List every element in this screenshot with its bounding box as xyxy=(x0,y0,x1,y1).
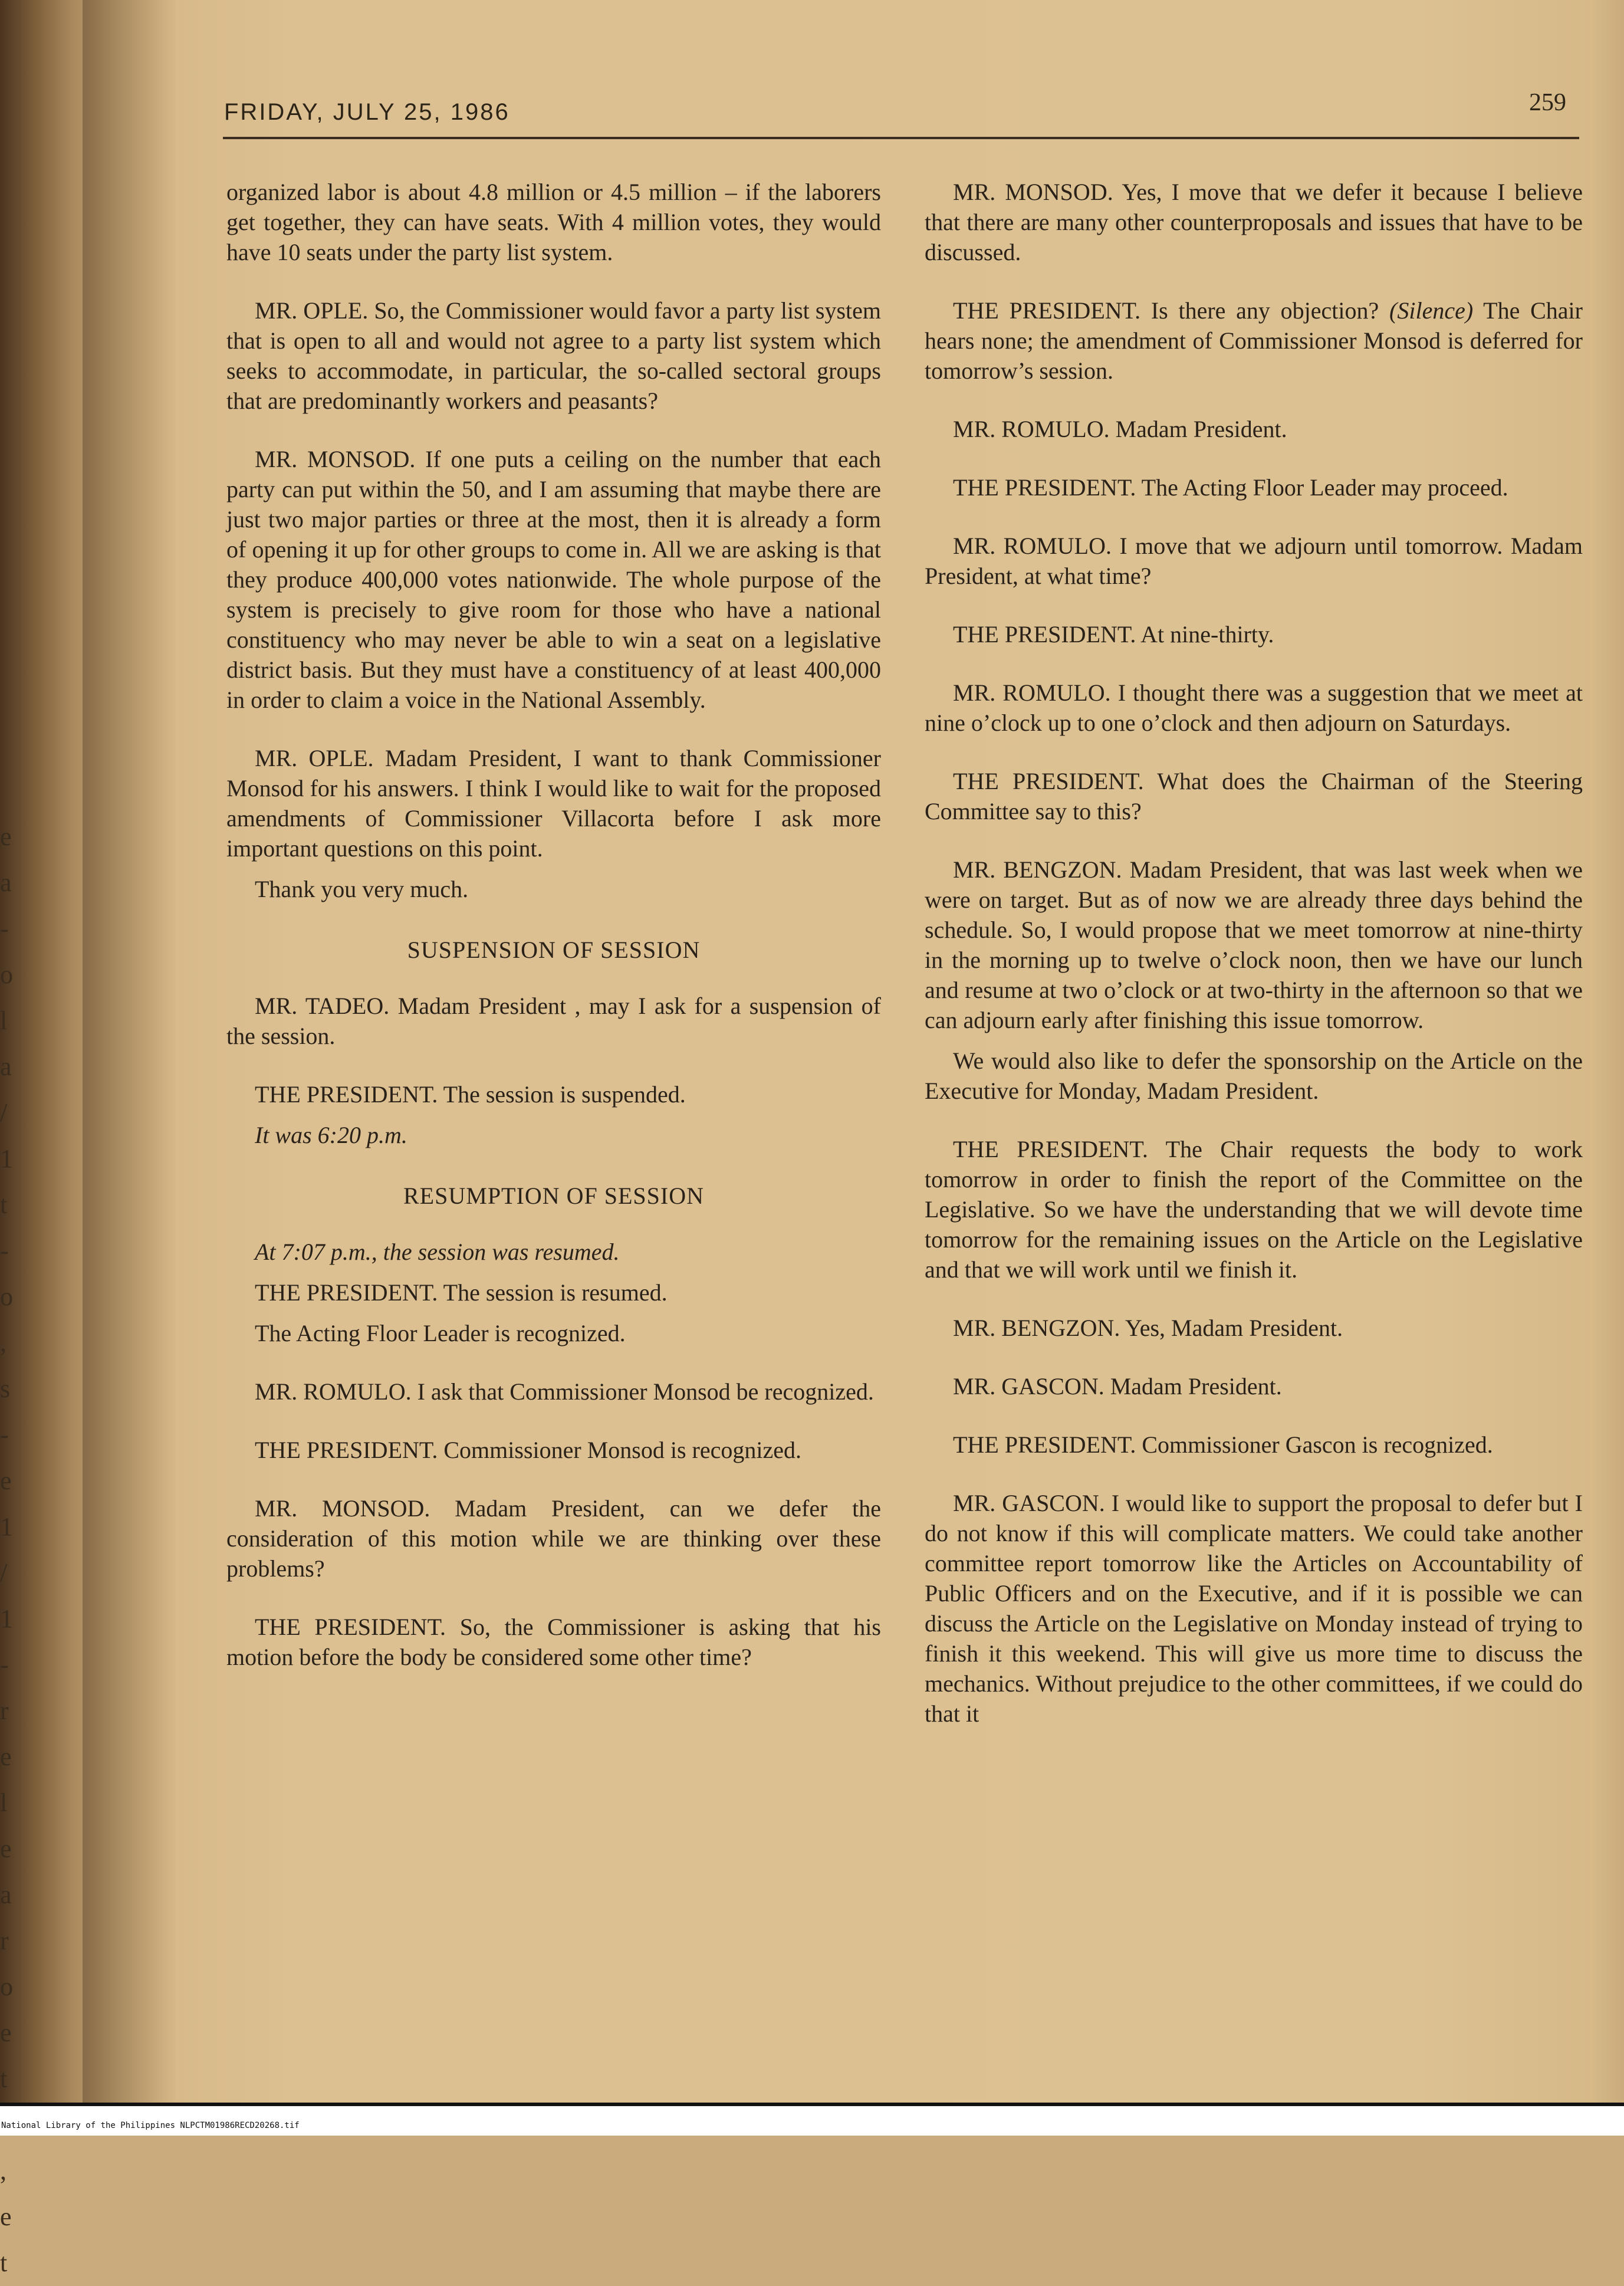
scan-footer-text: National Library of the Philippines NLPCTM01986RECD20268.tif xyxy=(1,2121,300,2130)
edge-letter: e xyxy=(0,2202,12,2231)
edge-letter: l xyxy=(0,1006,8,1035)
edge-letter: l xyxy=(0,1788,8,1817)
edge-letter: o xyxy=(0,1282,13,1311)
section-heading: SUSPENSION OF SESSION xyxy=(407,937,701,963)
paragraph: organized labor is about 4.8 million or 4.5 million – if the laborers get together, they can have seats. With 4 million votes, they would have 10 seats under the party list system. xyxy=(226,179,881,265)
silence-note: (Silence) xyxy=(1389,297,1474,324)
left-column xyxy=(226,177,881,1700)
right-column xyxy=(925,177,1583,1757)
section-heading: RESUMPTION OF SESSION xyxy=(403,1183,704,1209)
session-time-note: At 7:07 p.m., the session was resumed. xyxy=(255,1239,620,1265)
scan-footer-band xyxy=(0,2103,1624,2136)
paragraph: THE PRESIDENT. So, the Commissioner is asking that his motion before the body be considered some other time? xyxy=(226,1614,881,1670)
edge-letter: o xyxy=(0,1972,13,2001)
edge-letter: , xyxy=(0,1328,6,1357)
edge-letter: a xyxy=(0,1880,12,1909)
paragraph: MR. GASCON. Madam President. xyxy=(953,1373,1282,1400)
edge-letter: o xyxy=(0,960,13,989)
edge-letter: 1 xyxy=(0,1604,13,1633)
paragraph: THE PRESIDENT. The Acting Floor Leader may proceed. xyxy=(953,474,1508,501)
facing-page-edge xyxy=(0,814,24,2286)
edge-letter: / xyxy=(0,1558,8,1587)
paragraph: MR. BENGZON. Yes, Madam President. xyxy=(953,1315,1343,1341)
edge-letter: - xyxy=(0,1420,9,1449)
paragraph: THE PRESIDENT. Commissioner Monsod is recognized. xyxy=(255,1437,801,1463)
edge-letter: t xyxy=(0,2064,8,2093)
edge-letter: t xyxy=(0,2248,8,2277)
paragraph: THE PRESIDENT. What does the Chairman of the Steering Committee say to this? xyxy=(925,768,1583,825)
paragraph: MR. ROMULO. I thought there was a suggestion that we meet at nine o’clock up to one o’clock and then adjourn on Saturdays. xyxy=(925,679,1583,736)
paragraph: MR. MONSOD. If one puts a ceiling on the number that each party can put within the 50, and I am assuming that maybe there are just two major parties or three at the most, then it is already a form of opening it up for other groups to come in. All we are asking is that they produce 400,000 votes nationwide. The whole purpose of the system is precisely to give room for those who have a national constituency who may never be able to win a seat on a legislative district basis. But they must have a constituency of at least 400,000 in order to claim a voice in the National Assembly. xyxy=(226,446,881,713)
edge-letter: s xyxy=(0,1374,11,1403)
edge-letter: e xyxy=(0,822,12,851)
paragraph: MR. ROMULO. I ask that Commissioner Monsod be recognized. xyxy=(255,1378,874,1405)
edge-letter: r xyxy=(0,1926,9,1955)
edge-letter: 1 xyxy=(0,1144,13,1173)
paragraph: MR. MONSOD. Madam President, can we defer the consideration of this motion while we are thinking over these problems? xyxy=(226,1495,881,1582)
edge-letter: e xyxy=(0,1834,12,1863)
edge-letter: 1 xyxy=(0,1512,13,1541)
paragraph: We would also like to defer the sponsorship on the Article on the Executive for Monday, Madam President. xyxy=(925,1047,1583,1104)
edge-letter: e xyxy=(0,1466,12,1495)
paragraph: THE PRESIDENT. The session is suspended. xyxy=(255,1081,686,1108)
paragraph xyxy=(925,295,1583,386)
page-header-date: FRIDAY, JULY 25, 1986 xyxy=(224,99,510,125)
paragraph: MR. ROMULO. Madam President. xyxy=(953,416,1287,442)
edge-letter: e xyxy=(0,2018,12,2047)
edge-letter: , xyxy=(0,2156,6,2185)
edge-letter: - xyxy=(0,1236,9,1265)
edge-letter: a xyxy=(0,868,12,897)
edge-letter: / xyxy=(0,1098,8,1127)
paragraph: THE PRESIDENT. The Chair requests the body to work tomorrow in order to finish the report of the Committee on the Legislative. So we have the understanding that we will devote time tomorrow for the remaining issues on the Article on the Legislative and that we will work until we finish it. xyxy=(925,1136,1583,1283)
paragraph: MR. ROMULO. I move that we adjourn until tomorrow. Madam President, at what time? xyxy=(925,533,1583,589)
paragraph: MR. OPLE. Madam President, I want to thank Commissioner Monsod for his answers. I think I would like to wait for the proposed amendments of Commissioner Villacorta before I ask more important questions on this point. xyxy=(226,745,881,862)
paragraph: THE PRESIDENT. Commissioner Gascon is recognized. xyxy=(953,1431,1493,1458)
page-number: 259 xyxy=(1529,89,1566,116)
paragraph: THE PRESIDENT. The session is resumed. xyxy=(255,1279,668,1306)
paragraph: MR. TADEO. Madam President , may I ask for a suspension of the session. xyxy=(226,993,881,1049)
edge-letter: r xyxy=(0,1696,9,1725)
edge-letter: - xyxy=(0,914,9,943)
edge-letter: - xyxy=(0,1650,9,1679)
paragraph: MR. BENGZON. Madam President, that was last week when we were on target. But as of now we are already three days behind the schedule. So, I would propose that we meet tomorrow at nine-thirty in the morning up to twelve o’clock noon, then we have our lunch and resume at two o’clock or at two-thirty in the afternoon so that we can adjourn early after finishing this issue tomorrow. xyxy=(925,856,1583,1033)
paragraph: The Acting Floor Leader is recognized. xyxy=(255,1320,626,1346)
paragraph-text: The Chair hears none; the amendment of Commissioner Monsod is deferred for tomorrow’s session. xyxy=(925,297,1583,384)
paragraph: MR. MONSOD. Yes, I move that we defer it because I believe that there are many other counterproposals and issues that have to be discussed. xyxy=(925,179,1583,265)
paragraph: MR. GASCON. I would like to support the proposal to defer but I do not know if this will complicate matters. We could take another committee report tomorrow like the Articles on Accountability of Public Officers and on the Executive, and if it is possible we can discuss the Article on the Legislative on Monday instead of trying to finish it this weekend. This will give us more time to discuss the mechanics. Without prejudice to the other committees, if we could do that it xyxy=(925,1490,1583,1727)
paragraph: MR. OPLE. So, the Commissioner would favor a party list system that is open to all and would not agree to a party list system which seeks to accommodate, in particular, the so-called sectoral groups that are predominantly workers and peasants? xyxy=(226,297,881,414)
session-time-note: It was 6:20 p.m. xyxy=(255,1122,407,1148)
paragraph: Thank you very much. xyxy=(255,876,469,902)
binding-shadow xyxy=(83,0,177,2103)
paragraph: THE PRESIDENT. At nine-thirty. xyxy=(953,621,1274,648)
edge-letter: t xyxy=(0,1190,8,1219)
edge-letter: a xyxy=(0,1052,12,1081)
header-rule xyxy=(223,137,1579,139)
edge-letter: e xyxy=(0,1742,12,1771)
paragraph-text: THE PRESIDENT. Is there any objection? xyxy=(953,297,1390,324)
